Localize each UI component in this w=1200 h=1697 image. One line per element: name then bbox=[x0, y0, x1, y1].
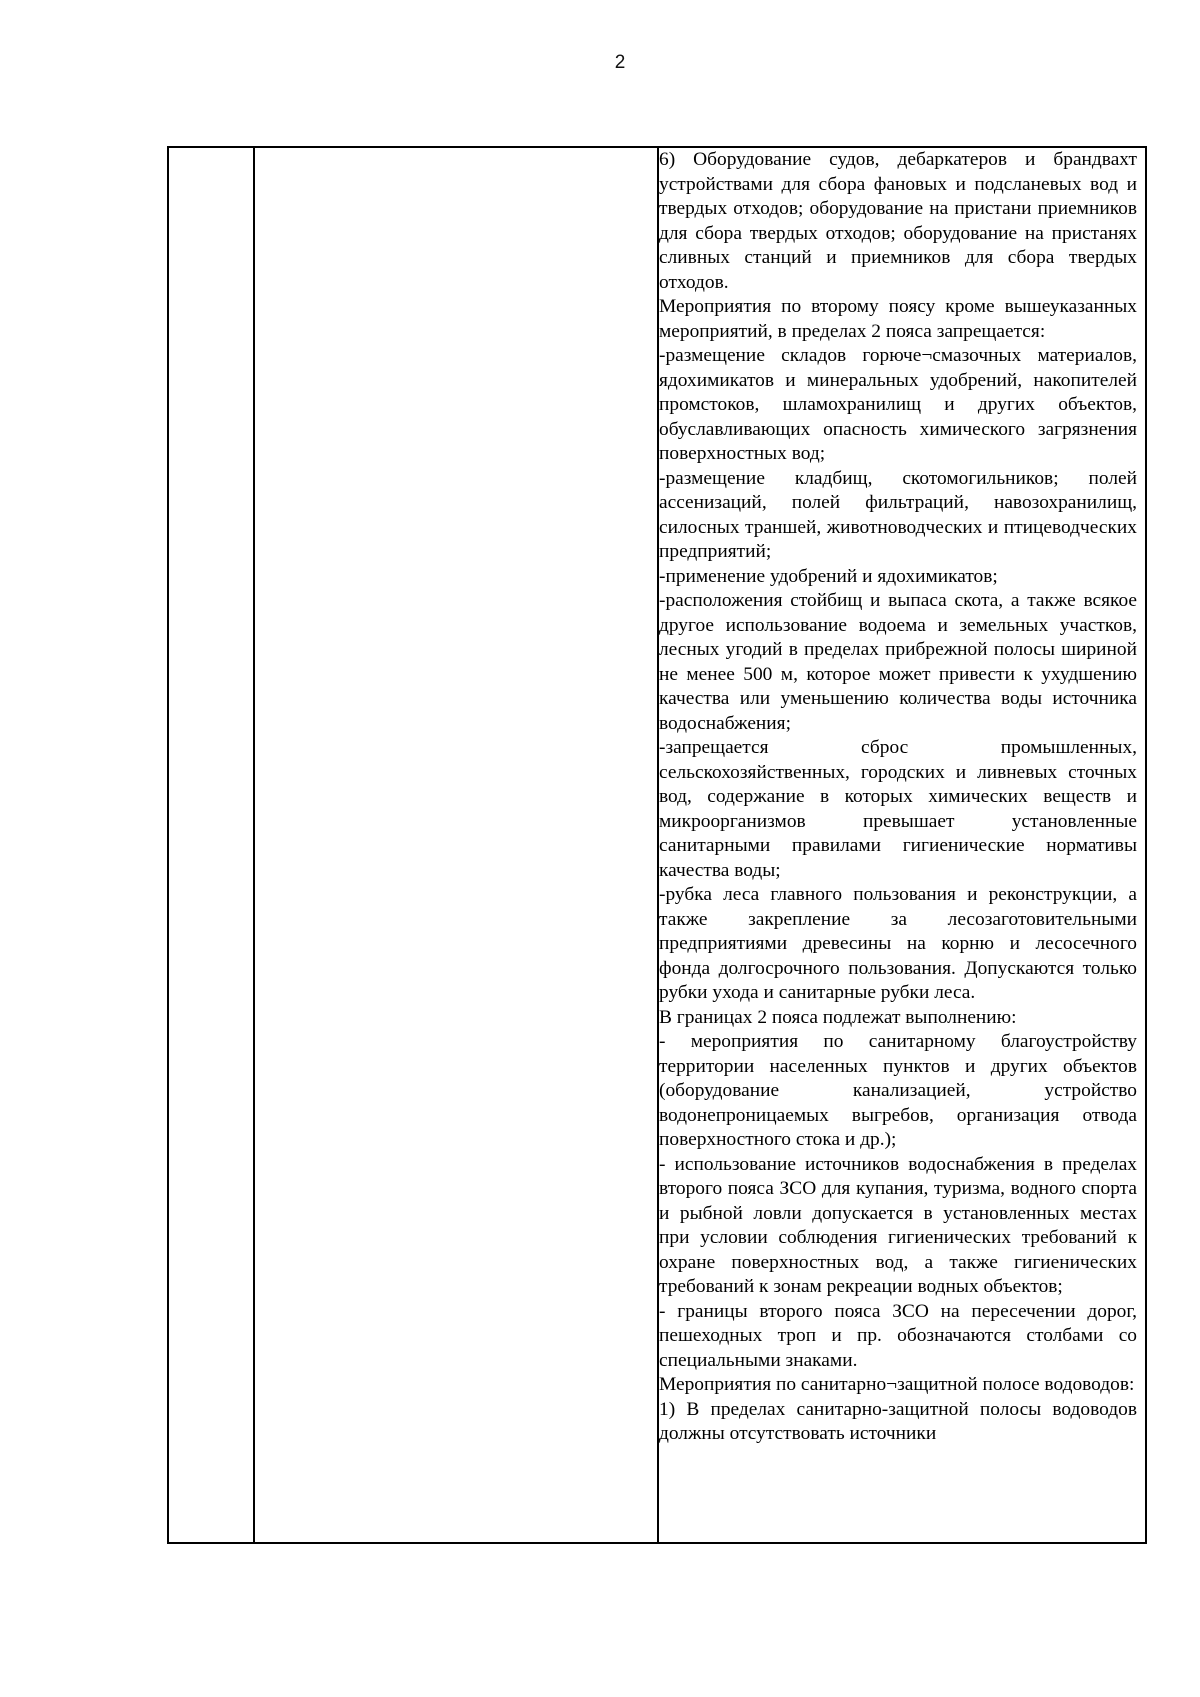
measures-paragraph: - мероприятия по санитарному благоустройству территории населенных пунктов и других объектов (оборудование канализацией, устройство водонепроницаемых выгребов, организация отвода поверхностного стока и др.); bbox=[659, 1031, 1137, 1150]
page-number: 2 bbox=[614, 52, 626, 73]
measures-paragraph: -запрещается сброс промышленных, сельскохозяйственных, городских и ливневых сточных вод, содержание в которых химических веществ и микроорганизмов превышает установленные санитарными правилами гигиенические нормативы качества воды; bbox=[659, 737, 1137, 881]
measures-paragraph: -размещение складов горюче¬смазочных материалов, ядохимикатов и минеральных удобрений, накопителей промстоков, шламохранилищ и других объектов, обуславливающих опасность химического загрязнения поверхностных вод; bbox=[659, 345, 1137, 464]
table-cell-description bbox=[255, 148, 659, 1542]
measures-paragraph: -размещение кладбищ, скотомогильников; полей ассенизаций, полей фильтраций, навозохранилищ, силосных траншей, животноводческих и птицеводческих предприятий; bbox=[659, 467, 1137, 562]
table-cell-measures bbox=[659, 148, 1145, 1542]
measures-paragraph: Мероприятия по санитарно¬защитной полосе водоводов: bbox=[659, 1374, 1135, 1395]
measures-paragraph: 1) В пределах санитарно-защитной полосы водоводов должны отсутствовать источники bbox=[659, 1398, 1137, 1444]
measures-paragraph: -расположения стойбищ и выпаса скота, а также всякое другое использование водоема и земельных участков, лесных угодий в пределах прибрежной полосы шириной не менее 500 м, которое может привести к ухудшению качества или уменьшению количества воды источника водоснабжения; bbox=[659, 590, 1137, 734]
measures-paragraph: В границах 2 пояса подлежат выполнению: bbox=[659, 1006, 1017, 1028]
measures-paragraph: - границы второго пояса ЗСО на пересечении дорог, пешеходных троп и пр. обозначаются столбами со специальными знаками. bbox=[659, 1300, 1137, 1371]
measures-paragraph: -рубка леса главного пользования и реконструкции, а также закрепление за лесозаготовительными предприятиями древесины на корню и лесосечного фонда долгосрочного пользования. Допускаются только рубки ухода и санитарные рубки леса. bbox=[659, 884, 1137, 1003]
measures-paragraph: -применение удобрений и ядохимикатов; bbox=[659, 565, 998, 587]
measures-paragraph: Мероприятия по второму поясу кроме вышеуказанных мероприятий, в пределах 2 пояса запрещается: bbox=[659, 296, 1137, 342]
measures-paragraph: - использование источников водоснабжения в пределах второго пояса ЗСО для купания, туризма, водного спорта и рыбной ловли допускается в установленных местах при условии соблюдения гигиенических требований к охране поверхностных вод, а также гигиенических требований к зонам рекреации водных объектов; bbox=[659, 1153, 1137, 1297]
table-cell-number bbox=[169, 148, 255, 1542]
measures-paragraph: 6) Оборудование судов, дебаркатеров и брандвахт устройствами для сбора фановых и подсланевых вод и твердых отходов; оборудование на пристани приемников для сбора твердых отходов; оборудование на пристанях сливных станций и приемников для сбора твердых отходов. bbox=[659, 149, 1137, 293]
document-table bbox=[167, 146, 1147, 1544]
